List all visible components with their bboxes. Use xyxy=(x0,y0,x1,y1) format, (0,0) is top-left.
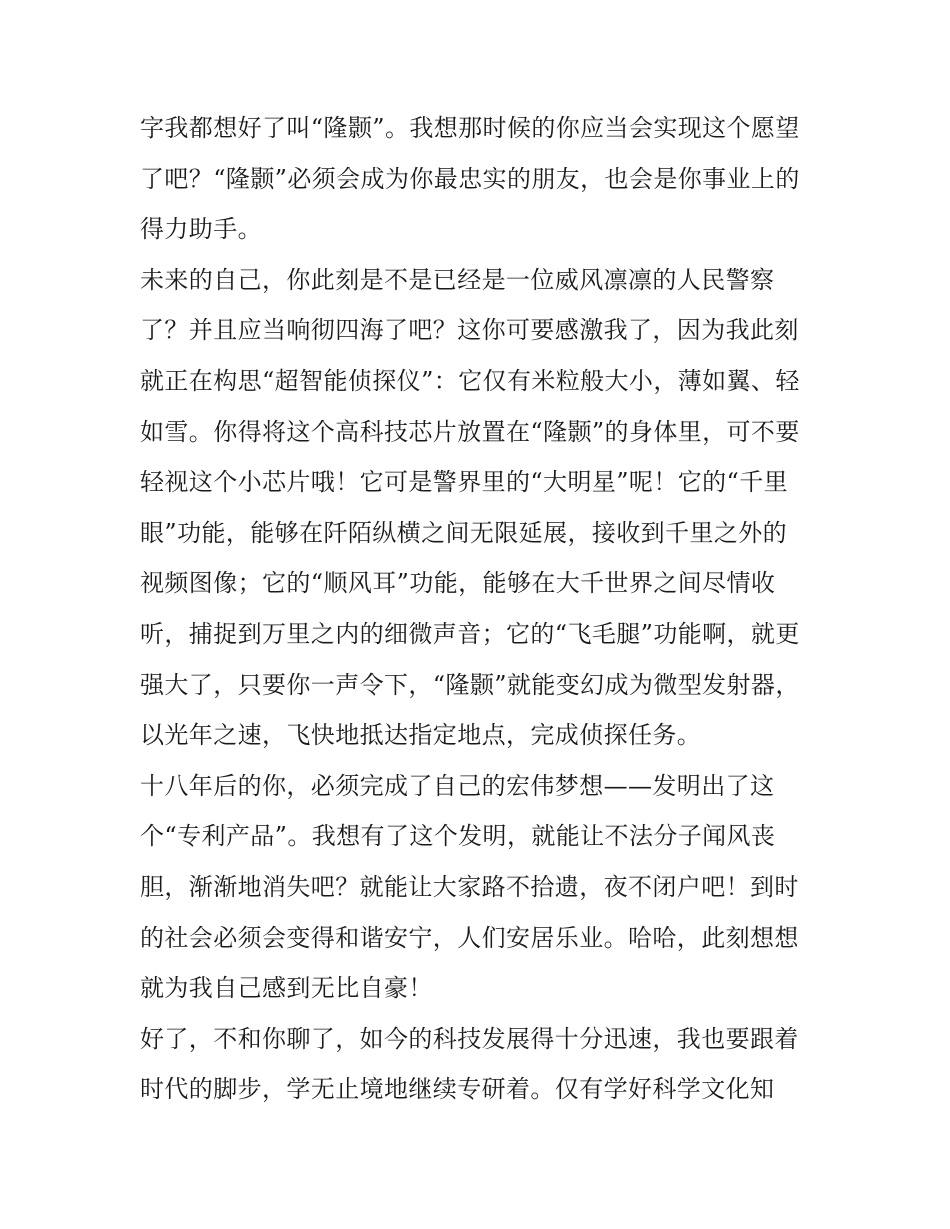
text-line: 的社会必须会变得和谐安宁，人们安居乐业。哈哈，此刻想想 xyxy=(140,923,799,952)
text-line: 胆，渐渐地消失吧？就能让大家路不拾遗，夜不闭户吧！到时 xyxy=(140,872,799,901)
text-line: 听，捕捉到万里之内的细微声音；它的“飞毛腿”功能啊，就更 xyxy=(140,619,800,648)
text-line: 好了，不和你聊了，如今的科技发展得十分迅速，我也要跟着 xyxy=(140,1024,799,1053)
text-line: 就为我自己感到无比自豪！ xyxy=(140,974,433,1003)
text-line: 未来的自己，你此刻是不是已经是一位威风凛凛的人民警察 xyxy=(140,265,775,294)
document-body xyxy=(140,103,830,1115)
text-line: 了吧？“隆颢”必须会成为你最忠实的朋友，也会是你事业上的 xyxy=(140,164,800,193)
text-line: 得力助手。 xyxy=(140,215,262,244)
text-line: 个“专利产品”。我想有了这个发明，就能让不法分子闻风丧 xyxy=(140,822,776,851)
paragraph xyxy=(140,255,830,761)
text-line: 轻视这个小芯片哦！它可是警界里的“大明星”呢！它的“千里 xyxy=(140,468,789,497)
text-line: 十八年后的你，必须完成了自己的宏伟梦想——发明出了这 xyxy=(140,771,775,800)
text-line: 时代的脚步，学无止境地继续专研着。仅有学好科学文化知 xyxy=(140,1075,775,1104)
paragraph xyxy=(140,103,830,255)
text-line: 眼”功能，能够在阡陌纵横之间无限延展，接收到千里之外的 xyxy=(140,518,788,547)
text-line: 如雪。你得将这个高科技芯片放置在“隆颢”的身体里，可不要 xyxy=(140,417,800,446)
text-line: 字我都想好了叫“隆颢”。我想那时候的你应当会实现这个愿望 xyxy=(140,114,800,142)
text-line: 强大了，只要你一声令下，“隆颢”就能变幻成为微型发射器， xyxy=(140,670,800,699)
text-line: 以光年之速，飞快地抵达指定地点，完成侦探任务。 xyxy=(140,721,702,750)
paragraph xyxy=(140,1014,830,1115)
text-line: 就正在构思“超智能侦探仪”：它仅有米粒般大小，薄如翼、轻 xyxy=(140,366,800,395)
paragraph xyxy=(140,761,830,1014)
text-line: 了？并且应当响彻四海了吧？这你可要感激我了，因为我此刻 xyxy=(140,316,799,345)
text-line: 视频图像；它的“顺风耳”功能，能够在大千世界之间尽情收 xyxy=(140,569,776,598)
